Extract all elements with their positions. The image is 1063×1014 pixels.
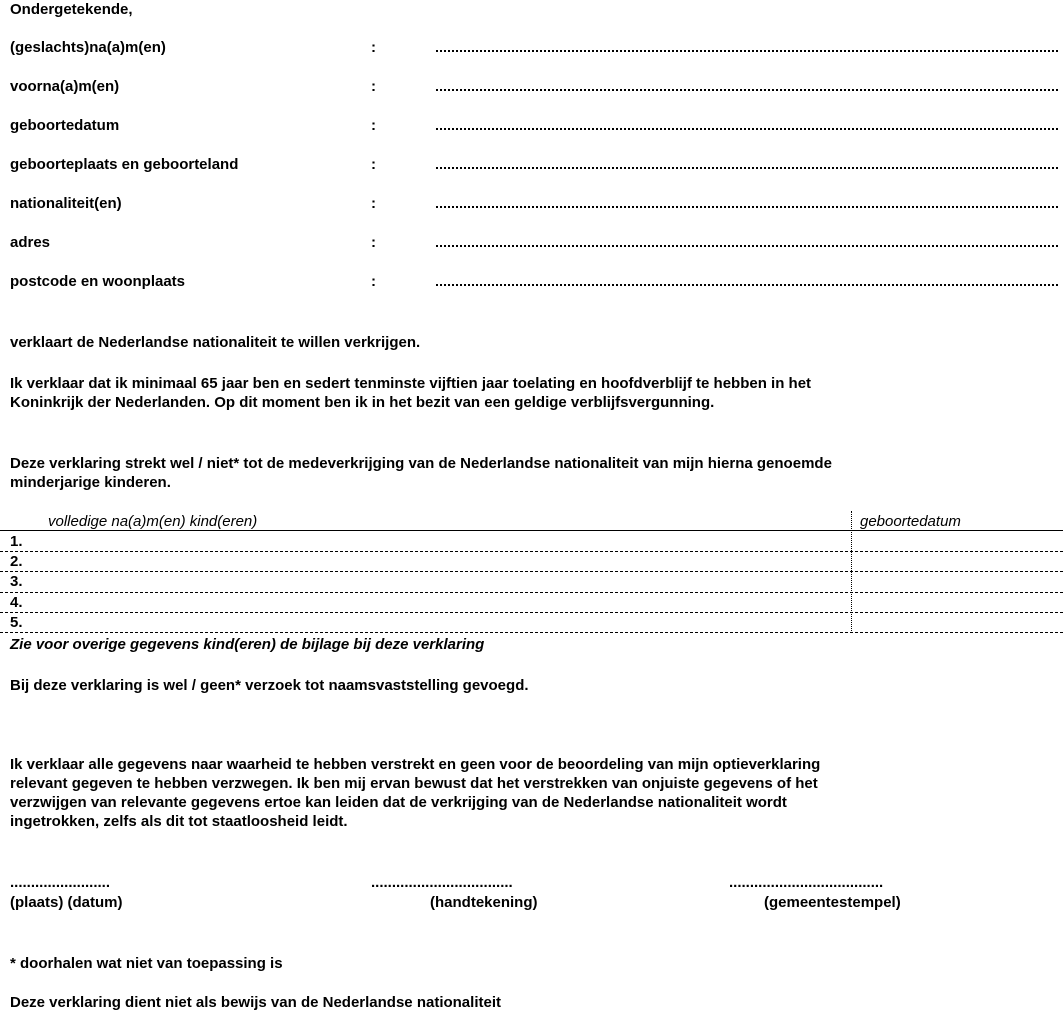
address-field[interactable] [436,245,1058,247]
age-statement-line1: Ik verklaar dat ik minimaal 65 jaar ben en sedert tenminste vijftien jaar toelating en hoofdverblijf te hebben in het [10,375,812,392]
declaration-text: verklaart de Nederlandse nationaliteit te willen verkrijgen. [10,334,421,351]
field-label-surname: (geslachts)na(a)m(en) [10,39,166,56]
field-colon: : [371,195,376,212]
signature-field[interactable]: .................................. [371,874,513,891]
place-date-field[interactable]: ........................ [10,874,111,891]
field-colon: : [371,39,376,56]
field-label-address: adres [10,234,51,251]
signature-label: (handtekening) [430,894,538,911]
field-colon: : [371,156,376,173]
table-row-number: 1. [10,533,23,550]
firstnames-field[interactable] [436,89,1058,91]
table-footnote: Zie voor overige gegevens kind(eren) de bijlage bij deze verklaring [10,636,485,653]
table-row-rule [0,571,1063,572]
field-label-nationality: nationaliteit(en) [10,195,122,212]
table-row-rule [0,612,1063,613]
col-header-name: volledige na(a)m(en) kind(eren) [48,513,258,530]
truth-statement-line1: Ik verklaar alle gegevens naar waarheid te hebben verstrekt en geen voor de beoordeling van mijn optieverklaring [10,756,821,773]
children-statement-line1: Deze verklaring strekt wel / niet* tot de medeverkrijging van de Nederlandse nationaliteit van mijn hierna genoemde [10,455,832,472]
table-column-divider [851,511,852,633]
table-row-number: 5. [10,614,23,631]
children-statement-line2: minderjarige kinderen. [10,474,171,491]
table-row-rule [0,632,1063,633]
truth-statement-line3: verzwijgen van relevante gegevens ertoe kan leiden dat de verkrijging van de Nederlandse nationaliteit wordt [10,794,787,811]
table-row-number: 4. [10,594,23,611]
birthplace-field[interactable] [436,167,1058,169]
disclaimer-text: Deze verklaring dient niet als bewijs van de Nederlandse nationaliteit [10,994,501,1011]
place-date-label: (plaats) (datum) [10,894,123,911]
table-row-number: 3. [10,573,23,590]
birthdate-field[interactable] [436,128,1058,130]
name-request-text: Bij deze verklaring is wel / geen* verzoek tot naamsvaststelling gevoegd. [10,677,529,694]
table-row-rule [0,592,1063,593]
col-header-date: geboortedatum [860,513,961,530]
age-statement-line2: Koninkrijk der Nederlanden. Op dit moment ben ik in het bezit van een geldige verblijfsvergunning. [10,394,715,411]
strike-through-footnote: * doorhalen wat niet van toepassing is [10,955,283,972]
stamp-field[interactable]: ..................................... [729,874,884,891]
field-label-firstnames: voorna(a)m(en) [10,78,120,95]
truth-statement-line4: ingetrokken, zelfs als dit tot staatloosheid leidt. [10,813,348,830]
stamp-label: (gemeentestempel) [764,894,901,911]
field-colon: : [371,234,376,251]
nationality-field[interactable] [436,206,1058,208]
field-label-birthplace: geboorteplaats en geboorteland [10,156,239,173]
field-label-birthdate: geboortedatum [10,117,120,134]
field-colon: : [371,117,376,134]
intro-text: Ondergetekende, [10,1,133,18]
surname-field[interactable] [436,50,1058,52]
postcode-field[interactable] [436,284,1058,286]
table-row-number: 2. [10,553,23,570]
truth-statement-line2: relevant gegeven te hebben verzwegen. Ik ben mij ervan bewust dat het verstrekken van onjuiste gegevens of het [10,775,818,792]
table-header-rule [0,530,1063,531]
field-colon: : [371,78,376,95]
table-row-rule [0,551,1063,552]
field-label-postcode: postcode en woonplaats [10,273,186,290]
field-colon: : [371,273,376,290]
